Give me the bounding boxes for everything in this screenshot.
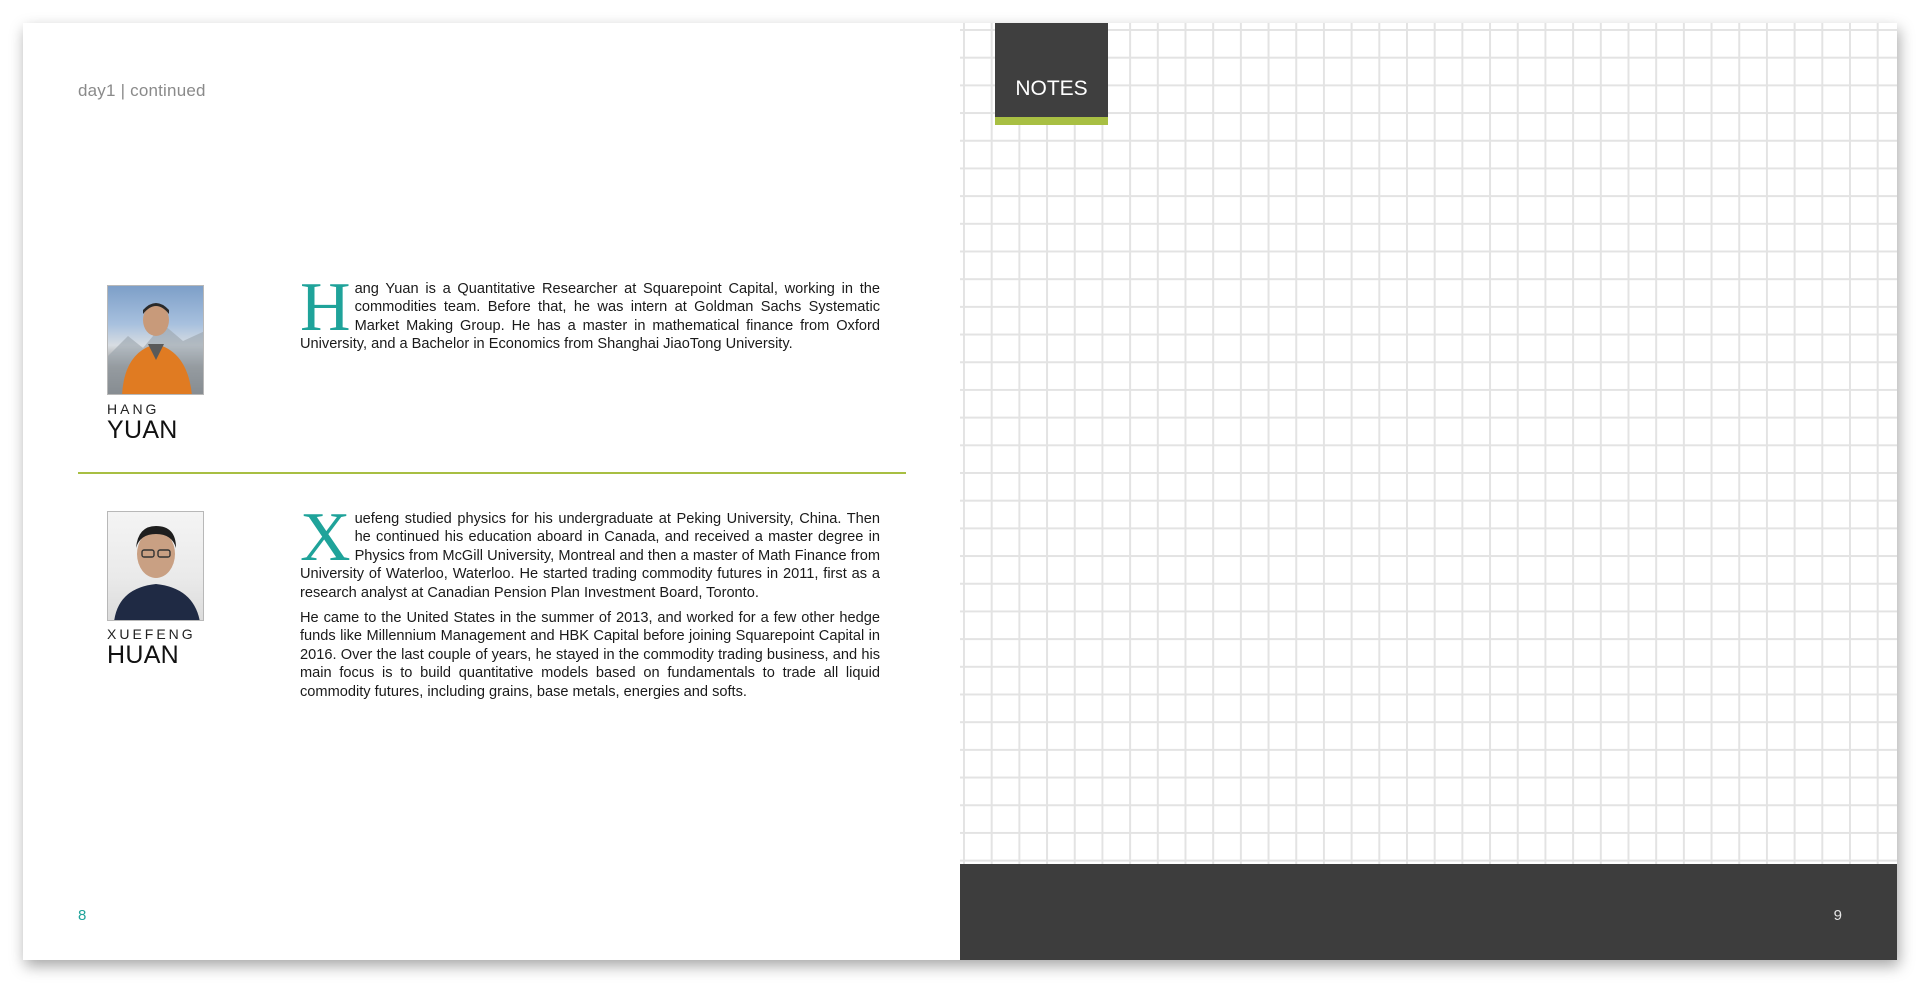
notes-tab (995, 23, 1108, 125)
page-number: 8 (78, 907, 87, 924)
bio-paragraph (300, 269, 880, 354)
profile-last-name: HUAN (107, 641, 180, 669)
profile-bio (300, 499, 880, 708)
profile-first-name: HANG (107, 401, 160, 417)
profile-photo-xuefeng-huan (107, 511, 204, 621)
left-page (23, 23, 960, 960)
profile-last-name: YUAN (107, 416, 178, 444)
footer-band (960, 864, 1897, 960)
person-silhouette-icon (108, 512, 204, 621)
person-silhouette-icon (108, 286, 204, 395)
bio-paragraph: He came to the United States in the summer of 2013, and worked for a few other hedge funds like Millennium Management and HBK Capital before joining Squarepoint Capital in 2016. Over the last couple of years, he stayed in the commodity trading business, and his main focus is to build quantitative models based on fundamentals to trade all liquid commodity futures, including grains, base metals, energies and softs. (300, 610, 880, 700)
notes-label: NOTES (1015, 77, 1088, 100)
profile-photo-hang-yuan (107, 285, 204, 395)
bio-text: uefeng studied physics for his undergraduate at Peking University, China. Then he continued his education aboard in Canada, and received a master degree in Physics from McGill University, Montreal and then a master of Math Finance from University of Waterloo, Waterloo. He started trading commodity futures in 2011, first as a research analyst at Canadian Pension Plan Investment Board, Toronto. (300, 511, 880, 601)
booklet-spread (23, 23, 1897, 960)
section-divider (78, 472, 906, 474)
profile-bio (300, 269, 880, 361)
profile-first-name: XUEFENG (107, 626, 196, 642)
page-number: 9 (1833, 907, 1842, 924)
drop-cap: H (300, 269, 351, 346)
right-page-notes-grid (960, 23, 1897, 960)
bio-text: ang Yuan is a Quantitative Researcher at Squarepoint Capital, working in the commodities team. Before that, he was intern at Goldman Sachs Systematic Market Making Group. He has a master in mathematical finance from Oxford University, and a Bachelor in Economics from Shanghai JiaoTong University. (300, 281, 880, 353)
running-head: day1 | continued (78, 81, 206, 100)
drop-cap: X (300, 499, 351, 576)
bio-paragraph (300, 499, 880, 602)
